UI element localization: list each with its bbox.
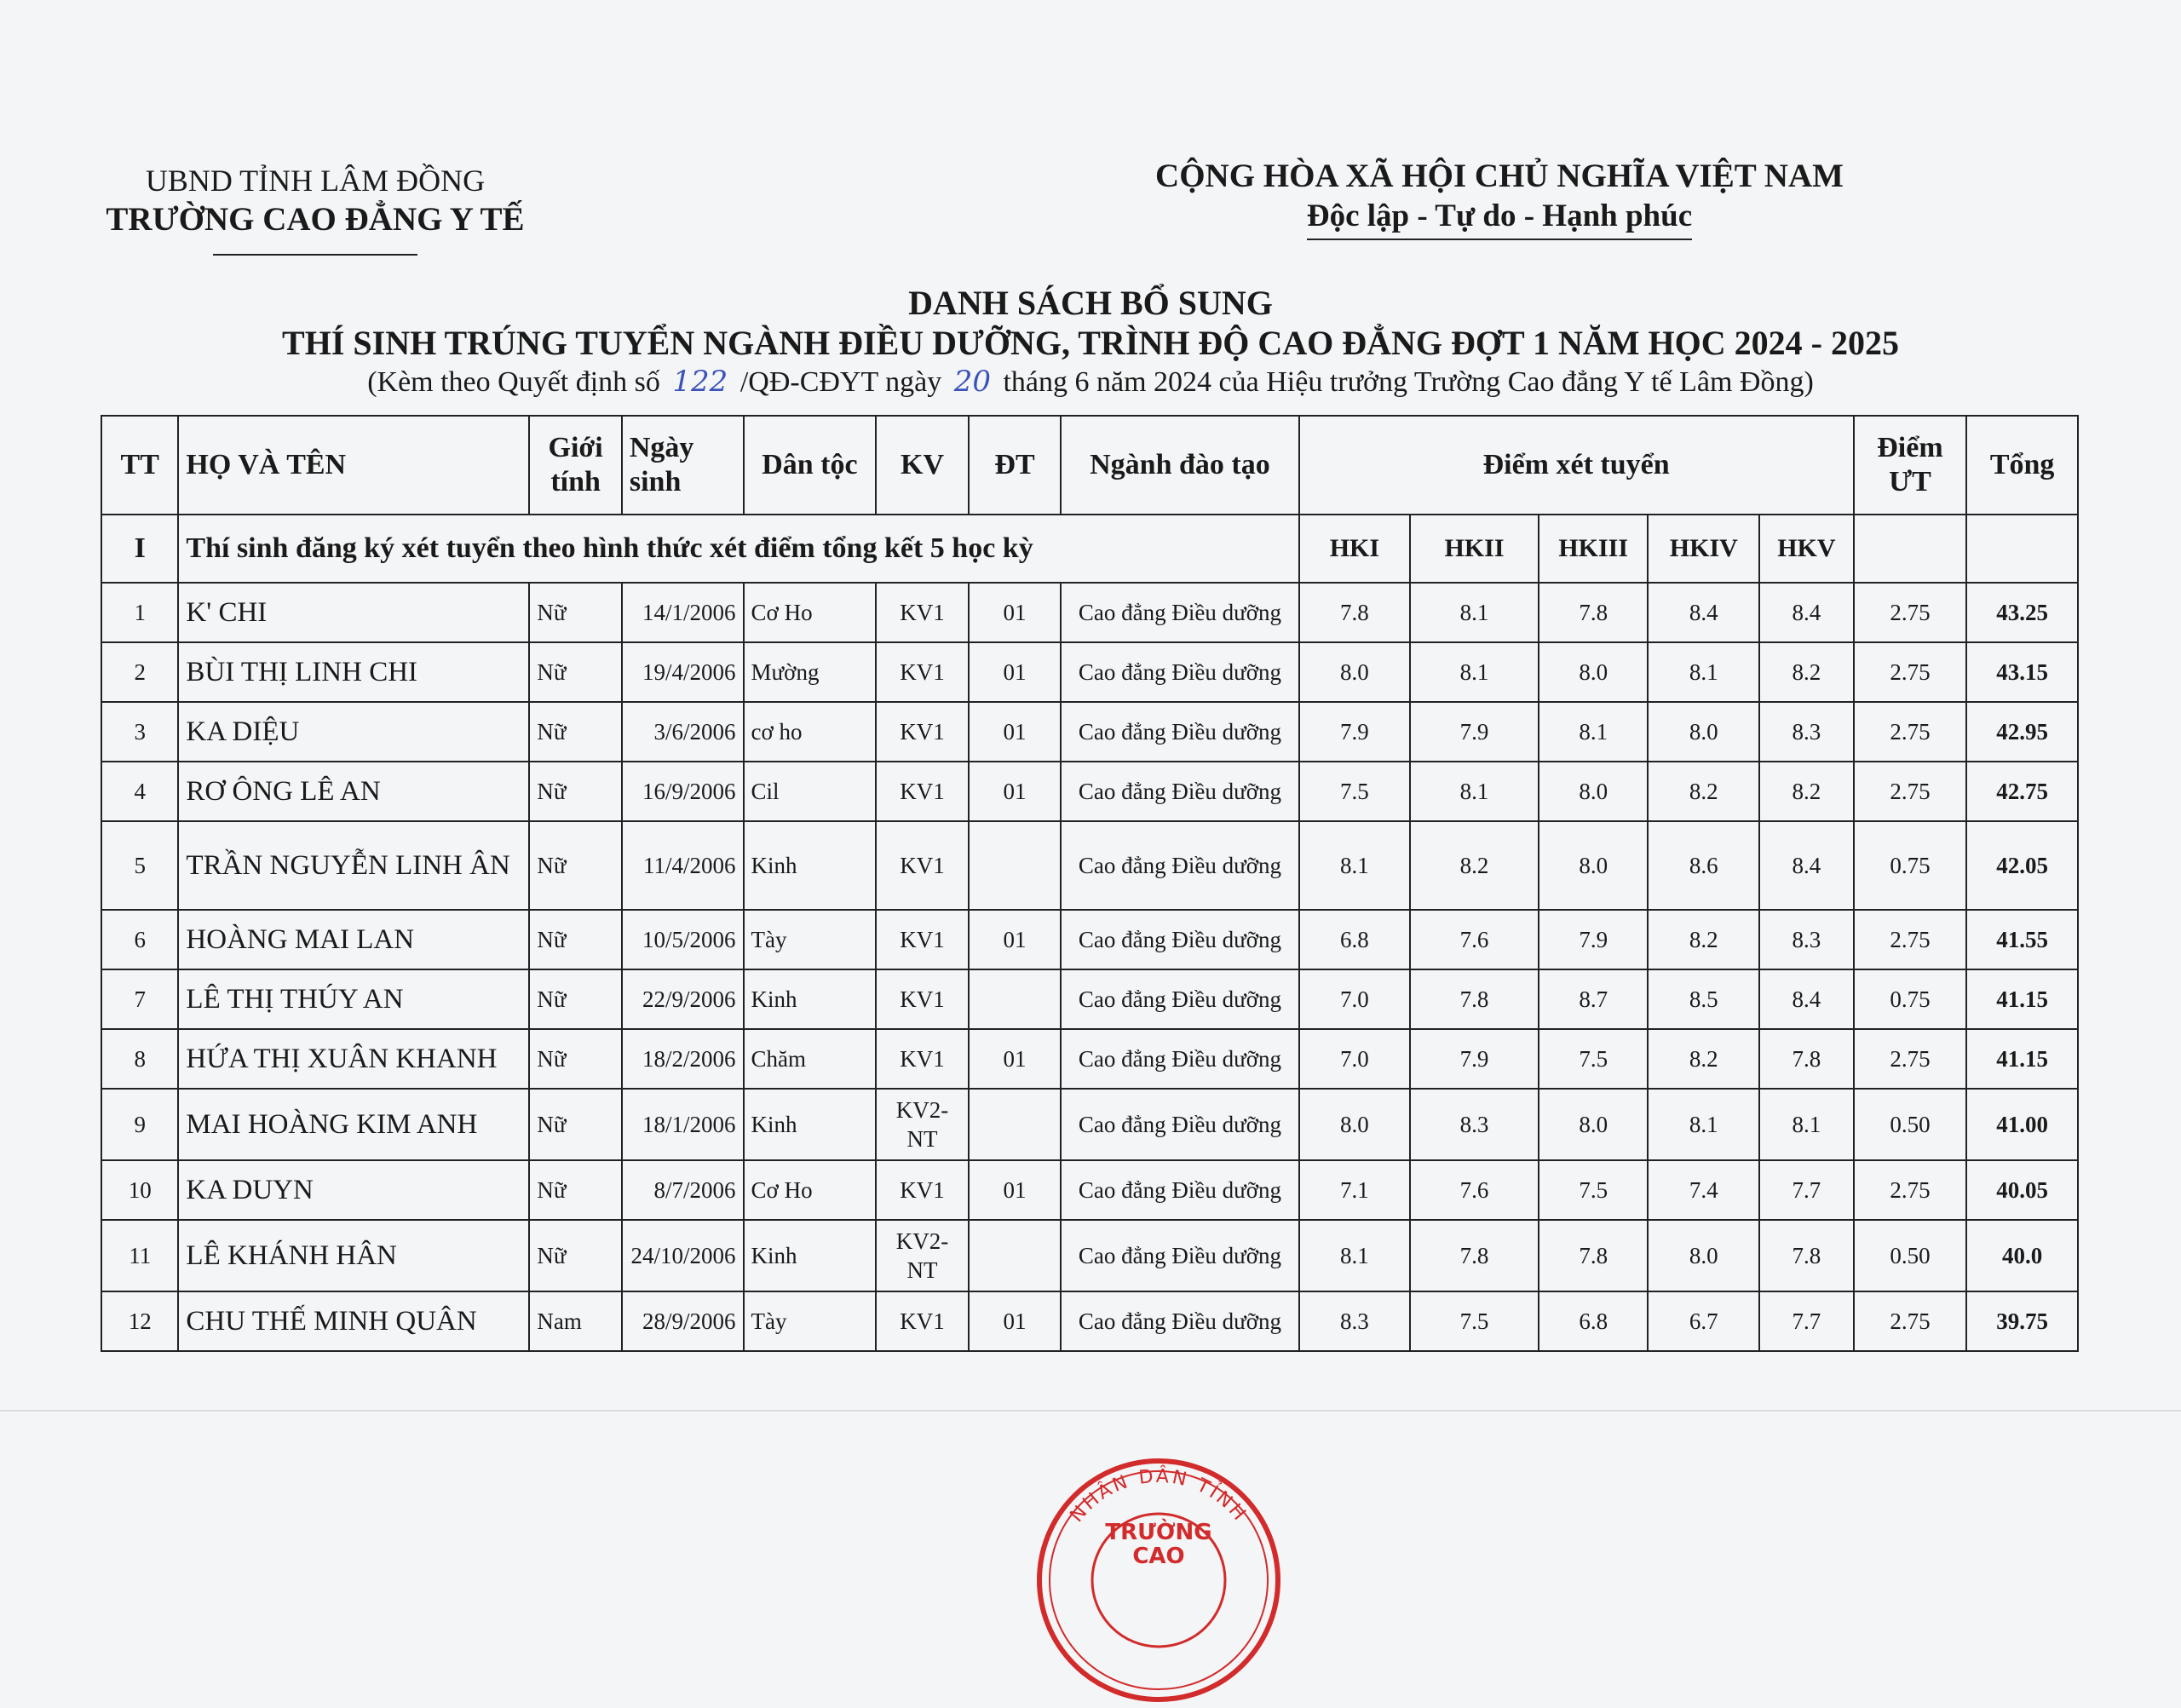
cell-total: 41.55 [1966,910,2078,969]
cell-total: 42.95 [1966,702,2078,762]
cell-hk5: 8.4 [1759,821,1854,910]
cell-hk2: 8.1 [1410,642,1539,702]
table-row [101,583,2078,642]
cell-hk4: 8.1 [1648,1089,1759,1160]
cell-ethnic: Kinh [744,969,877,1029]
cell-major: Cao đẳng Điều dưỡng [1061,1029,1298,1089]
cell-ethnic: Chăm [744,1029,877,1089]
cell-hk4: 8.2 [1648,910,1759,969]
cell-priority: 2.75 [1854,762,1967,821]
cell-ethnic: Cơ Ho [744,1160,877,1220]
cell-ethnic: Kinh [744,1220,877,1291]
decision-number: 122 [672,365,728,399]
cell-gender: Nữ [529,1220,622,1291]
cell-hk5: 8.4 [1759,969,1854,1029]
section-row [101,515,2078,583]
cell-major: Cao đẳng Điều dưỡng [1061,1291,1298,1351]
cell-name: MAI HOÀNG KIM ANH [178,1089,529,1160]
table-header-row [101,416,2078,515]
cell-total: 43.15 [1966,642,2078,702]
table-row [101,1291,2078,1351]
cell-hk5: 8.1 [1759,1089,1854,1160]
table-row [101,702,2078,762]
cell-hk4: 8.5 [1648,969,1759,1029]
cell-kv: KV1 [876,702,969,762]
cell-dob: 10/5/2006 [622,910,744,969]
cell-name: HOÀNG MAI LAN [178,910,529,969]
cell-priority: 2.75 [1854,583,1967,642]
cell-kv: KV1 [876,1291,969,1351]
cell-total: 40.0 [1966,1220,2078,1291]
cell-hk5: 7.7 [1759,1160,1854,1220]
cell-gender: Nữ [529,762,622,821]
cell-gender: Nữ [529,821,622,910]
cell-major: Cao đẳng Điều dưỡng [1061,1089,1298,1160]
col-priority: Điểm ƯT [1854,416,1967,515]
cell-ethnic: Kinh [744,821,877,910]
cell-dob: 14/1/2006 [622,583,744,642]
document-title-block [0,284,2181,400]
cell-hk1: 7.1 [1299,1160,1411,1220]
cell-tt: 10 [101,1160,178,1220]
cell-priority: 2.75 [1854,702,1967,762]
cell-dt [969,1220,1062,1291]
cell-priority: 2.75 [1854,1029,1967,1089]
cell-dt: 01 [969,910,1062,969]
col-gender: Giới tính [529,416,622,515]
cell-dob: 3/6/2006 [622,702,744,762]
cell-hk2: 7.8 [1410,1220,1539,1291]
cell-kv: KV1 [876,583,969,642]
cell-priority: 2.75 [1854,1160,1967,1220]
cell-total: 42.75 [1966,762,2078,821]
cell-major: Cao đẳng Điều dưỡng [1061,702,1298,762]
cell-gender: Nữ [529,969,622,1029]
cell-tt: 12 [101,1291,178,1351]
cell-name: RƠ ÔNG LÊ AN [178,762,529,821]
cell-hk1: 8.0 [1299,642,1411,702]
col-tt: TT [101,416,178,515]
cell-tt: 9 [101,1089,178,1160]
cell-total: 41.00 [1966,1089,2078,1160]
cell-hk4: 8.2 [1648,762,1759,821]
cell-dt [969,1089,1062,1160]
cell-dob: 28/9/2006 [622,1291,744,1351]
cell-kv: KV1 [876,910,969,969]
subcol-hk3: HKIII [1539,515,1649,583]
cell-ethnic: cơ ho [744,702,877,762]
cell-tt: 7 [101,969,178,1029]
cell-kv: KV1 [876,642,969,702]
admission-table [101,415,2079,1352]
cell-hk2: 8.2 [1410,821,1539,910]
cell-hk4: 8.1 [1648,642,1759,702]
cell-ethnic: Tày [744,910,877,969]
table-row [101,762,2078,821]
agency-name: TRƯỜNG CAO ĐẲNG Y TẾ [106,201,525,238]
cell-ethnic: Cil [744,762,877,821]
subcol-hk2: HKII [1410,515,1539,583]
cell-hk1: 6.8 [1299,910,1411,969]
cell-hk5: 7.7 [1759,1291,1854,1351]
cell-hk2: 8.3 [1410,1089,1539,1160]
cell-hk1: 8.1 [1299,821,1411,910]
agency-header [94,162,537,256]
cell-dt: 01 [969,1291,1062,1351]
cell-total: 43.25 [1966,583,2078,642]
cell-hk3: 6.8 [1539,1291,1649,1351]
table-row [101,821,2078,910]
cell-hk1: 8.0 [1299,1089,1411,1160]
cell-hk3: 8.0 [1539,1089,1649,1160]
cell-hk2: 7.9 [1410,1029,1539,1089]
cell-hk2: 7.9 [1410,702,1539,762]
cell-major: Cao đẳng Điều dưỡng [1061,1160,1298,1220]
cell-dob: 19/4/2006 [622,642,744,702]
cell-tt: 5 [101,821,178,910]
cell-hk3: 7.9 [1539,910,1649,969]
cell-gender: Nữ [529,642,622,702]
table-row [101,969,2078,1029]
cell-hk3: 8.7 [1539,969,1649,1029]
cell-priority: 0.75 [1854,821,1967,910]
cell-ethnic: Kinh [744,1089,877,1160]
table-row [101,1029,2078,1089]
col-name: HỌ VÀ TÊN [178,416,529,515]
cell-dob: 24/10/2006 [622,1220,744,1291]
col-scores: Điểm xét tuyển [1299,416,1854,515]
cell-hk1: 7.8 [1299,583,1411,642]
cell-hk2: 8.1 [1410,762,1539,821]
cell-name: KA DUYN [178,1160,529,1220]
cell-name: K' CHI [178,583,529,642]
cell-kv: KV1 [876,1029,969,1089]
cell-hk4: 8.0 [1648,1220,1759,1291]
subcol-hk5: HKV [1759,515,1854,583]
cell-kv: KV1 [876,762,969,821]
col-total: Tổng [1966,416,2078,515]
cell-hk3: 7.5 [1539,1029,1649,1089]
cell-priority: 2.75 [1854,642,1967,702]
cell-tt: 1 [101,583,178,642]
cell-gender: Nam [529,1291,622,1351]
cell-name: KA DIỆU [178,702,529,762]
cell-gender: Nữ [529,702,622,762]
table-row [101,1160,2078,1220]
col-dob: Ngày sinh [622,416,744,515]
cell-hk4: 8.0 [1648,702,1759,762]
cell-hk4: 8.2 [1648,1029,1759,1089]
cell-hk5: 8.2 [1759,642,1854,702]
section-empty-total [1966,515,2078,583]
cell-total: 42.05 [1966,821,2078,910]
cell-tt: 8 [101,1029,178,1089]
cell-name: LÊ KHÁNH HÂN [178,1220,529,1291]
cell-kv: KV1 [876,1160,969,1220]
cell-hk1: 7.0 [1299,969,1411,1029]
cell-hk3: 7.8 [1539,1220,1649,1291]
cell-hk2: 7.5 [1410,1291,1539,1351]
cell-priority: 0.50 [1854,1220,1967,1291]
cell-dob: 8/7/2006 [622,1160,744,1220]
decision-text-b: /QĐ-CĐYT ngày [739,366,942,398]
cell-dob: 11/4/2006 [622,821,744,910]
col-kv: KV [876,416,969,515]
cell-dob: 22/9/2006 [622,969,744,1029]
svg-text:NHÂN DÂN TỈNH: NHÂN DÂN TỈNH [1066,1465,1252,1527]
cell-ethnic: Cơ Ho [744,583,877,642]
cell-total: 41.15 [1966,1029,2078,1089]
cell-major: Cao đẳng Điều dưỡng [1061,762,1298,821]
cell-dt: 01 [969,1029,1062,1089]
cell-name: LÊ THỊ THÚY AN [178,969,529,1029]
cell-ethnic: Tày [744,1291,877,1351]
cell-major: Cao đẳng Điều dưỡng [1061,583,1298,642]
cell-kv: KV2-NT [876,1220,969,1291]
cell-hk1: 7.5 [1299,762,1411,821]
cell-kv: KV2-NT [876,1089,969,1160]
agency-underline [213,254,417,256]
cell-hk5: 8.2 [1759,762,1854,821]
document-title: DANH SÁCH BỔ SUNG [908,284,1273,322]
cell-ethnic: Mường [744,642,877,702]
cell-dob: 18/2/2006 [622,1029,744,1089]
col-major: Ngành đào tạo [1061,416,1298,515]
cell-dob: 18/1/2006 [622,1089,744,1160]
cell-hk3: 8.0 [1539,762,1649,821]
section-label: Thí sinh đăng ký xét tuyển theo hình thức xét điểm tổng kết 5 học kỳ [178,515,1298,583]
cell-gender: Nữ [529,1089,622,1160]
svg-text:CAO: CAO [1132,1544,1185,1569]
page-bottom-edge [0,1410,2181,1412]
cell-dob: 16/9/2006 [622,762,744,821]
cell-hk5: 7.8 [1759,1029,1854,1089]
section-empty-ut [1854,515,1967,583]
decision-day: 20 [953,365,991,399]
national-motto: Độc lập - Tự do - Hạnh phúc [1307,197,1692,240]
cell-kv: KV1 [876,969,969,1029]
cell-dt: 01 [969,702,1062,762]
cell-dt [969,969,1062,1029]
decision-text-c: tháng 6 năm 2024 của Hiệu trưởng Trường Cao đẳng Y tế Lâm Đồng) [1003,366,1814,398]
cell-name: CHU THẾ MINH QUÂN [178,1291,529,1351]
cell-hk1: 7.9 [1299,702,1411,762]
cell-tt: 4 [101,762,178,821]
cell-kv: KV1 [876,821,969,910]
col-ethnic: Dân tộc [744,416,877,515]
cell-hk3: 7.8 [1539,583,1649,642]
cell-hk2: 7.6 [1410,910,1539,969]
cell-gender: Nữ [529,910,622,969]
decision-reference [0,364,2181,400]
col-dt: ĐT [969,416,1062,515]
cell-tt: 3 [101,702,178,762]
cell-hk1: 7.0 [1299,1029,1411,1089]
document-subtitle: THÍ SINH TRÚNG TUYỂN NGÀNH ĐIỀU DƯỠNG, TRÌNH ĐỘ CAO ĐẲNG ĐỢT 1 NĂM HỌC 2024 - 2025 [282,324,1899,362]
cell-dt: 01 [969,1160,1062,1220]
cell-hk2: 8.1 [1410,583,1539,642]
cell-total: 41.15 [1966,969,2078,1029]
table-row [101,910,2078,969]
cell-hk3: 8.0 [1539,642,1649,702]
cell-hk5: 7.8 [1759,1220,1854,1291]
cell-hk1: 8.3 [1299,1291,1411,1351]
subcol-hk4: HKIV [1648,515,1759,583]
cell-hk3: 8.1 [1539,702,1649,762]
cell-hk3: 7.5 [1539,1160,1649,1220]
cell-priority: 0.50 [1854,1089,1967,1160]
cell-hk5: 8.3 [1759,702,1854,762]
cell-name: BÙI THỊ LINH CHI [178,642,529,702]
cell-dt: 01 [969,762,1062,821]
cell-hk5: 8.4 [1759,583,1854,642]
table-row [101,642,2078,702]
cell-hk2: 7.6 [1410,1160,1539,1220]
cell-tt: 2 [101,642,178,702]
cell-hk2: 7.8 [1410,969,1539,1029]
cell-major: Cao đẳng Điều dưỡng [1061,910,1298,969]
section-index: I [101,515,178,583]
cell-dt: 01 [969,583,1062,642]
cell-priority: 0.75 [1854,969,1967,1029]
national-header [1108,156,1891,240]
cell-hk4: 6.7 [1648,1291,1759,1351]
cell-dt: 01 [969,642,1062,702]
decision-text-a: (Kèm theo Quyết định số [367,366,660,398]
cell-gender: Nữ [529,1029,622,1089]
table-row [101,1220,2078,1291]
svg-text:TRƯỜNG: TRƯỜNG [1105,1520,1212,1545]
subcol-hk1: HKI [1299,515,1411,583]
cell-hk3: 8.0 [1539,821,1649,910]
cell-total: 39.75 [1966,1291,2078,1351]
cell-tt: 11 [101,1220,178,1291]
cell-priority: 2.75 [1854,910,1967,969]
cell-total: 40.05 [1966,1160,2078,1220]
national-name: CỘNG HÒA XÃ HỘI CHỦ NGHĨA VIỆT NAM [1155,158,1844,194]
cell-major: Cao đẳng Điều dưỡng [1061,642,1298,702]
cell-priority: 2.75 [1854,1291,1967,1351]
official-seal [1027,1444,1291,1708]
cell-major: Cao đẳng Điều dưỡng [1061,969,1298,1029]
cell-major: Cao đẳng Điều dưỡng [1061,821,1298,910]
table-row [101,1089,2078,1160]
cell-gender: Nữ [529,1160,622,1220]
cell-hk5: 8.3 [1759,910,1854,969]
cell-hk4: 7.4 [1648,1160,1759,1220]
cell-gender: Nữ [529,583,622,642]
cell-hk4: 8.4 [1648,583,1759,642]
cell-dt [969,821,1062,910]
cell-tt: 6 [101,910,178,969]
agency-parent: UBND TỈNH LÂM ĐỒNG [145,164,486,198]
cell-hk1: 8.1 [1299,1220,1411,1291]
cell-name: HỨA THỊ XUÂN KHANH [178,1029,529,1089]
cell-hk4: 8.6 [1648,821,1759,910]
cell-major: Cao đẳng Điều dưỡng [1061,1220,1298,1291]
cell-name: TRẦN NGUYỄN LINH ÂN [178,821,529,910]
